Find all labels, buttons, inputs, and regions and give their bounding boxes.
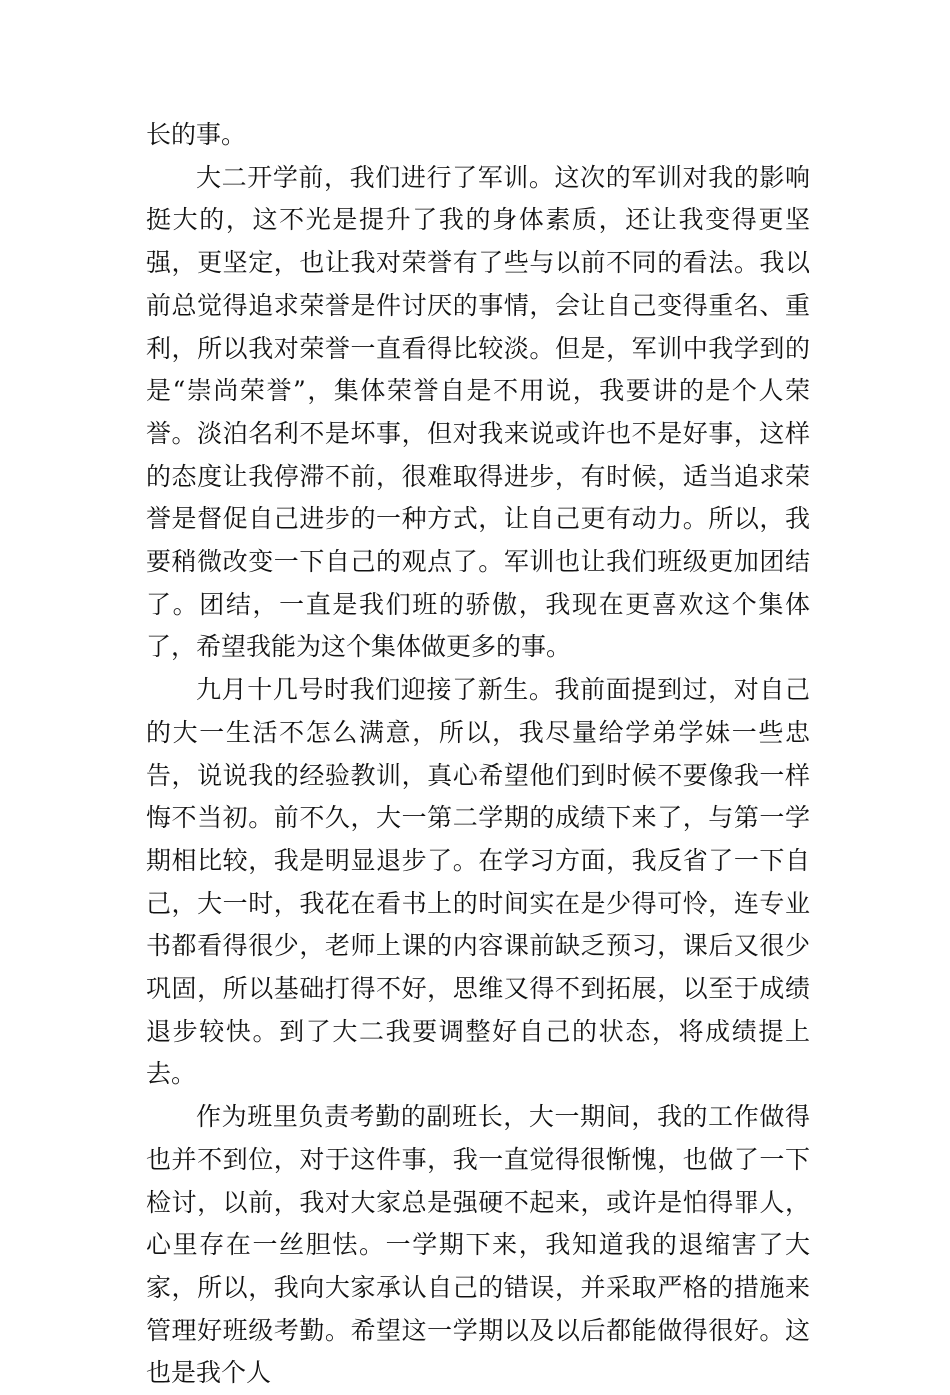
paragraph-2: 大二开学前，我们进行了军训。这次的军训对我的影响挺大的，这不光是提升了我的身体素质，还让我变得更坚强，更坚定，也让我对荣誉有了些与以前不同的看法。我以前总觉得追求荣誉是件讨厌的事情，会让自己变得重名、重利，所以我对荣誉一直看得比较淡。但是，军训中我学到的是“崇尚荣誉”，集体荣誉自是不用说，我要讲的是个人荣誉。淡泊名利不是坏事，但对我来说或许也不是好事，这样的态度让我停滞不前，很难取得进步，有时候，适当追求荣誉是督促自己进步的一种方式，让自己更有动力。所以，我要稍微改变一下自己的观点了。军训也让我们班级更加团结了。团结，一直是我们班的骄傲，我现在更喜欢这个集体了，希望我能为这个集体做更多的事。: [146, 162, 810, 662]
paragraph-4: 作为班里负责考勤的副班长，大一期间，我的工作做得也并不到位，对于这件事，我一直觉得很惭愧，也做了一下检讨，以前，我对大家总是强硬不起来，或许是怕得罪人，心里存在一丝胆怯。一学期下来，我知道我的退缩害了大家，所以，我向大家承认自己的错误，并采取严格的措施来管理好班级考勤。希望这一学期以及以后都能做得很好。这也是我个人: [146, 1102, 810, 1388]
document-body: [146, 114, 810, 1395]
paragraph-3: 九月十几号时我们迎接了新生。我前面提到过，对自己的大一生活不怎么满意，所以，我尽量给学弟学妹一些忠告，说说我的经验教训，真心希望他们到时候不要像我一样悔不当初。前不久，大一第二学期的成绩下来了，与第一学期相比较，我是明显退步了。在学习方面，我反省了一下自己，大一时，我花在看书上的时间实在是少得可怜，连专业书都看得很少，老师上课的内容课前缺乏预习，课后又很少巩固，所以基础打得不好，思维又得不到拓展，以至于成绩退步较快。到了大二我要调整好自己的状态，将成绩提上去。: [146, 675, 810, 1089]
paragraph-1: 长的事。: [146, 120, 247, 149]
